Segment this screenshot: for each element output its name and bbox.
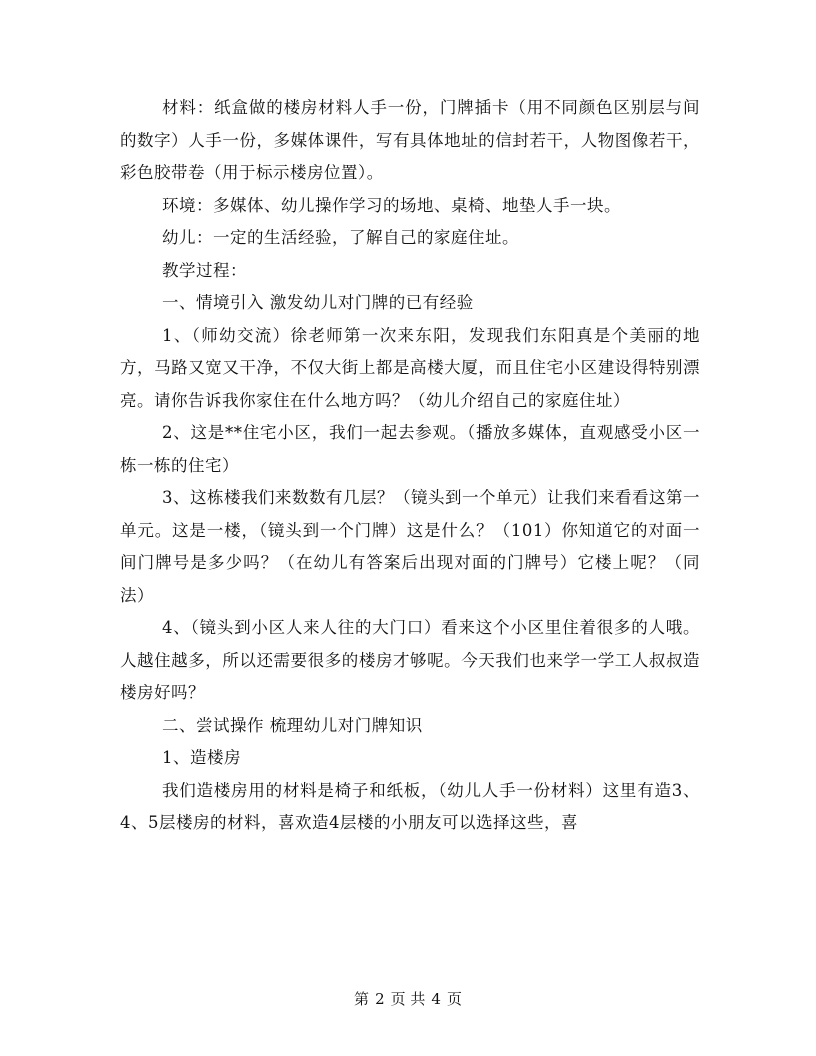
paragraph-children: 幼儿：一定的生活经验，了解自己的家庭住址。 [162,228,519,247]
footer-prefix: 第 [354,990,370,1008]
footer-middle: 页 共 [390,990,426,1008]
footer-page-number: 2 [375,990,385,1008]
section-heading-2: 二、尝试操作 梳理幼儿对门牌知识 [162,715,423,735]
page-footer [0,988,816,1009]
paragraph-materials: 材料：纸盒做的楼房材料人手一份，门牌插卡（用不同颜色区别层与间的数字）人手一份，多媒体课件，写有具体地址的信封若干，人物图像若干，彩色胶带卷（用于标示楼房位置）。 [120,98,700,182]
section-heading-1: 一、情境引入 激发幼儿对门牌的已有经验 [162,293,474,312]
paragraph-step-3: 3、这栋楼我们来数数有几层？（镜头到一个单元）让我们来看看这第一单元。这是一楼，（镜头到一个门牌）这是什么？（101）你知道它的对面一间门牌号是多少吗？（在幼儿有答案后出现对面的门牌号）它楼上呢？（同法） [120,488,700,605]
paragraph-step-1: 1、（师幼交流）徐老师第一次来东阳，发现我们东阳真是个美丽的地方，马路又宽又干净，不仅大街上都是高楼大厦，而且住宅小区建设得特别漂亮。请你告诉我你家住在什么地方吗？（幼儿介绍自己的家庭住址） [120,325,700,410]
heading-teaching-process: 教学过程： [162,260,247,280]
paragraph-step-4: 4、（镜头到小区人来人往的大门口）看来这个小区里住着很多的人哦。人越住越多，所以还需要很多的楼房才够呢。今天我们也来学一学工人叔叔造楼房好吗？ [120,618,700,702]
paragraph-step-2: 2、这是**住宅小区，我们一起去参观。（播放多媒体，直观感受小区一栋一栋的住宅） [120,423,700,475]
subheading-build: 1、造楼房 [162,748,241,767]
document-body [120,92,700,840]
footer-suffix: 页 [446,990,462,1008]
paragraph-environment: 环境：多媒体、幼儿操作学习的场地、桌椅、地垫人手一块。 [162,195,621,215]
paragraph-build: 我们造楼房用的材料是椅子和纸板，（幼儿人手一份材料）这里有造3、4、5层楼房的材料，喜欢造4层楼的小朋友可以选择这些，喜 [120,780,700,832]
footer-total-pages: 4 [431,990,441,1008]
